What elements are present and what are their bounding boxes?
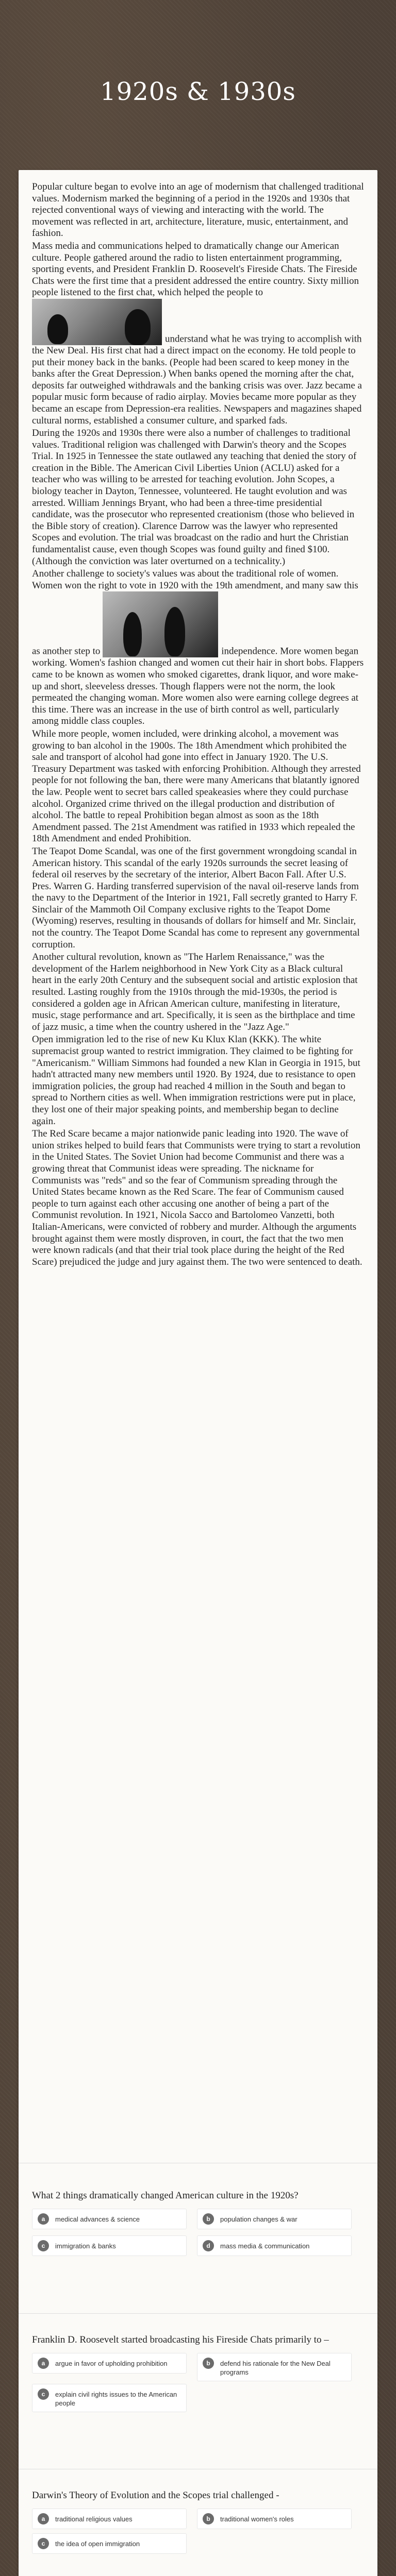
option-label: traditional women's roles — [220, 2515, 294, 2523]
option-letter: c — [38, 2388, 49, 2400]
paragraph: Popular culture began to evolve into an age of modernism that challenged traditional values. Modernism marked the beginning of a period in the 1920s and 1930s that rejected conventional ways of viewing and interacting with the world. The movement was reflected in art, architecture, literature, music, entertainment, and fashion. — [32, 181, 364, 239]
paragraph-text: Another challenge to society's values was about the traditional role of women. Women won the right to vote in 1920 with the 19th amendment, and many saw this as another step to — [32, 568, 358, 657]
divider — [19, 2313, 377, 2314]
option-label: population changes & war — [220, 2215, 298, 2223]
article — [32, 181, 364, 1269]
question-2 — [32, 2334, 364, 2407]
option-label: the idea of open immigration — [55, 2540, 140, 2548]
paragraph: The Teapot Dome Scandal, was one of the first government wrongdoing scandal in American history. This scandal of the early 1920s surrounds the secret leasing of federal oil reserves by the secretary of the interior, Albert Bacon Fall. After U.S. Pres. Warren G. Harding transferred supervision of the naval oil-reserve lands from the navy to the Department of the Interior in 1921, Fall secretly granted to Harry F. Sinclair of the Mammoth Oil Company exclusive rights to the Teapot Dome (Wyoming) reserves, resulting in thousands of dollars for himself and Mr. Sinclair, not the country. The Teapot Dome Scandal has come to represent any governmental corruption. — [32, 845, 360, 950]
paragraph: The Red Scare became a major nationwide panic leading into 1920. The wave of union strikes helped to build fears that Communists were trying to start a revolution in the United States. The Soviet Union had become Communist and there was a growing threat that Communist ideas were spreading. The nickname for Communists was "reds" and so the fear of Communism spreading through the United States became known as the Red Scare. The fear of Communism caused people to turn against each other accusing one another of being a part of the Communist revolution. In 1921, Nicola Sacco and Bartolomeo Vanzetti, both Italian-Americans, were convicted of robbery and murder. Although the arguments brought against them were mostly disproven, in court, the fact that the two men were known radicals (and that their trial took place during the height of the Red Scare) prejudiced the judge and jury against them. The two were sentenced to death. — [32, 1128, 362, 1267]
question-text: Darwin's Theory of Evolution and the Scopes trial challenged - — [32, 2490, 279, 2501]
option-b[interactable] — [197, 2509, 352, 2529]
paragraph: Open immigration led to the rise of new Ku Klux Klan (KKK). The white supremacist group wanted to restrict immigration. They claimed to be fighting for "Americanism." William Simmons had founded a new Klan in Georgia in 1915, but hadn't attracted many new members until 1920. By 1924, due to resistance to open immigration policies, the group had reached 4 million in the South and began to spread to Northern cities as well. When immigration restrictions were put in place, they lost one of their major speaking points, and membership began to decline again. — [32, 1034, 360, 1127]
option-label: medical advances & science — [55, 2215, 140, 2223]
paragraph: During the 1920s and 1930s there were also a number of challenges to traditional values. Traditional religion was challenged with Darwin's theory and the Scopes Trial. In 1925 in Tennessee the state outlawed any teaching that denied the story of creation in the Bible. The American Civil Liberties Union (ACLU) asked for a teacher who was willing to be arrested for teaching evolution. John Scopes, a biology teacher in Dayton, Tennessee, volunteered. He taught evolution and was arrested. William Jennings Bryant, who had been a three-time presidential candidate, was the prosecutor who represented creationism (those who believed in the Bible story of creation). Clarence Darrow was the lawyer who represented Scopes and evolution. The trial was broadcast on the radio and hurt the Christian fundamentalist cause, even though Scopes was found guilty and fined $100. (Although the conviction was later overturned on a technicality.) — [32, 428, 357, 567]
option-letter: a — [38, 2513, 49, 2524]
option-letter: b — [203, 2513, 214, 2524]
option-c[interactable] — [32, 2533, 187, 2554]
option-label: immigration & banks — [55, 2242, 116, 2250]
option-letter: d — [203, 2240, 214, 2251]
option-label: mass media & communication — [220, 2242, 310, 2250]
page-title: 1920s & 1930s — [100, 77, 296, 106]
option-label: traditional religious values — [55, 2515, 133, 2523]
option-label: argue in favor of upholding prohibition — [55, 2360, 168, 2367]
option-a[interactable] — [32, 2209, 187, 2229]
paragraph-text: independence. More women began working. Women's fashion changed and women cut their hair in short bobs. Flappers came to be known as women who smoked cigarettes, drank liquor, and wore make-up and short, sleeveless dresses. Though flappers were not the norm, the look permeated the changing woman. More women also were earning college degrees at this time. There was an increase in the use of birth control as well, particularly among middle class couples. — [32, 646, 364, 727]
option-letter: a — [38, 2358, 49, 2369]
option-label: defend his rationale for the New Deal programs — [220, 2360, 331, 2376]
paragraph-text: Mass media and communications helped to dramatically change our American culture. People gathered around the radio to listen entertainment programming, sporting events, and President Franklin D. Roosevelt's Fireside Chats. The Fireside Chats were the first time that a president addressed the entire country. Sixty million people listened to the first chat, which helped the people to — [32, 240, 359, 298]
worksheet-card — [19, 170, 377, 2576]
option-a[interactable] — [32, 2509, 187, 2529]
option-letter: a — [38, 2213, 49, 2225]
women-voting-photo — [103, 591, 218, 657]
option-letter: b — [203, 2358, 214, 2369]
question-text: What 2 things dramatically changed American culture in the 1920s? — [32, 2190, 299, 2201]
paragraph-text: understand what he was trying to accomplish with the New Deal. His first chat had a direct impact on the economy. He told people to put their money back in the banks. (People had been scared to keep money in the banks after the Great Depression.) When banks opened the morning after the chat, deposits far outweighed withdrawals and the banking crisis was over. Jazz became a popular music form because of radio airplay. Movies became more popular as they became an escape from Depression-era realities. Newspapers and magazines shaped cultural norms, established a consumer culture, and sparked fads. — [32, 333, 362, 426]
paragraph — [32, 241, 364, 427]
option-letter: c — [38, 2240, 49, 2251]
question-1 — [32, 2190, 364, 2250]
question-3 — [32, 2489, 364, 2548]
option-a[interactable] — [32, 2353, 187, 2374]
paragraph — [32, 568, 364, 727]
option-b[interactable] — [197, 2209, 352, 2229]
option-c[interactable] — [32, 2384, 187, 2412]
option-d[interactable] — [197, 2235, 352, 2256]
option-label: explain civil rights issues to the American people — [55, 2391, 177, 2407]
paragraph: Another cultural revolution, known as "The Harlem Renaissance," was the development of the Harlem neighborhood in New York City as a Black cultural heart in the early 20th Century and the subsequent social and artistic explosion that resulted. Lasting roughly from the 1910s through the mid-1930s, the period is considered a golden age in African American culture, manifesting in literature, music, stage performance and art. Specifically, it is seen as the birthplace and time of jazz music, a time when the country ushered in the "Jazz Age." — [32, 952, 358, 1032]
option-b[interactable] — [197, 2353, 352, 2381]
paragraph: While more people, women included, were drinking alcohol, a movement was growing to ban alcohol in the 1900s. The 18th Amendment which prohibited the sale and transport of alcohol had gone into effect in January 1920. The U.S. Treasury Department was tasked with enforcing Prohibition. Although they arrested people for not following the ban, there were many Americans that blatantly ignored the law. People went to secret bars called speakeasies where they could purchase alcohol. Organized crime thrived on the illegal production and distribution of alcohol. The battle to repeal Prohibition began almost as soon as the 18th Amendment passed. The 21st Amendment was ratified in 1933 which repealed the 18th Amendment and ended Prohibition. — [32, 728, 361, 844]
question-text: Franklin D. Roosevelt started broadcasting his Fireside Chats primarily to – — [32, 2334, 329, 2345]
fireside-chat-photo — [32, 299, 162, 345]
option-letter: b — [203, 2213, 214, 2225]
option-c[interactable] — [32, 2235, 187, 2256]
option-letter: c — [38, 2538, 49, 2549]
